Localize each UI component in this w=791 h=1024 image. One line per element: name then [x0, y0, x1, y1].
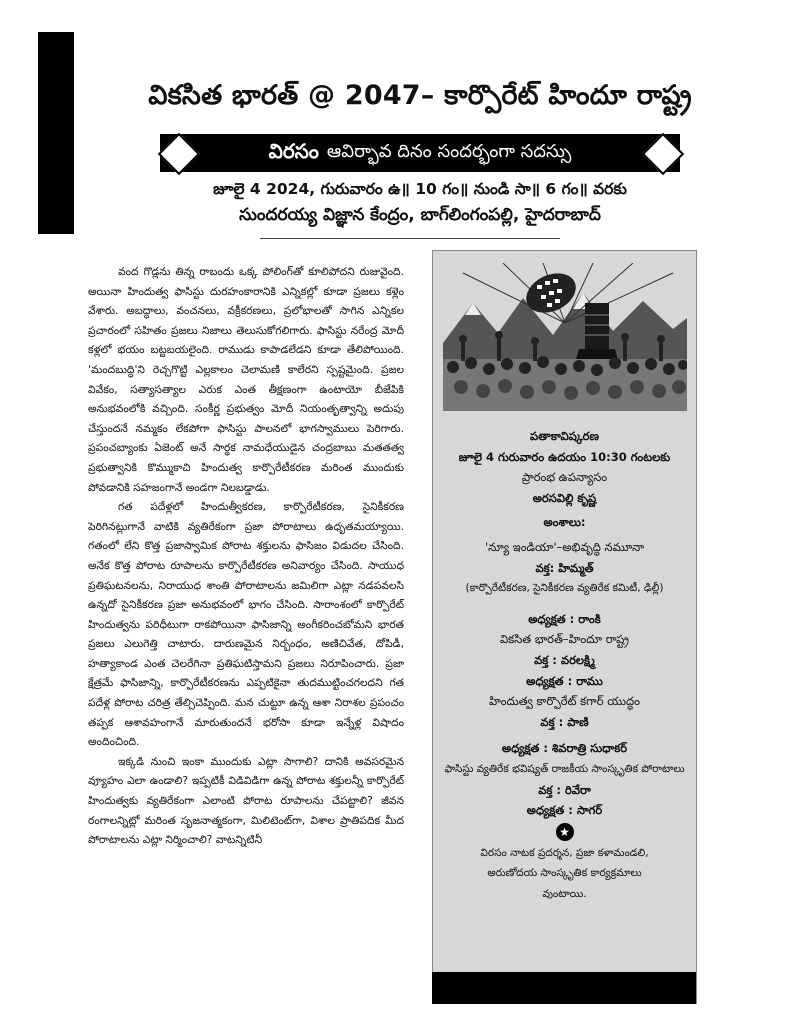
session-5-chair: అధ్యక్షత : సాగర్: [526, 803, 603, 818]
session-2-chair: అధ్యక్షత : రాంకి: [528, 611, 601, 626]
closing-note: విరసం నాటక ప్రదర్శన, ప్రజా కళామండలి, అరుణోదయ సాంస్కృతిక కార్యక్రమాలు వుంటాయి.: [480, 846, 649, 900]
article-paragraph: గత పదేళ్లలో హిందుత్వీకరణ, కార్పొరేటీకరణ, సైనికీకరణ పెరిగినట్లుగానే వాటికి వ్యతిరేకంగా ప్రజా పోరాటాలు ఉధృతమయ్యాయి. గతంలో లేని కొత్త ప్రజాస్వామిక పోరాట శక్తులను ఫాసిజం విడుదల చేసింది. అనేక కొత్త పోరాట రూపాలను కార్పొరేటీకరణ అనివార్యం చేసింది. సాయుధ ప్రతిఘటనలను, నిరాయుధ శాంతి పోరాటాలను జమిలిగా ఎట్లా నడపవలసి ఉన్నదో సైనికీకరణ ప్రజా అనుభవంలో భాగం చేసింది. సారాంశంలో కార్పొరేట్ హిందుత్వను పరిధీటుగా రాకపోయినా ఫాసిజాన్ని అంగీకరించబోమని భారత ప్రజలు ఎలుగెత్తి చాటారు. దారుణమైన నిర్బంధం, అణిచివేత, దోపిడీ, హత్యాకాండ ఎంత చెలరేగినా ప్రతిఘటిస్తామని ప్రజలు నిరూపించారు. ప్రజా క్షేత్రమే ఫాసిజాన్ని, కార్పొరేటీకరణను ఎప్పటికైనా తుదముట్టించగలదని గత పదేళ్ల పోరాట చరిత్ర తేల్చిచెప్పింది. మన చుట్టూ ఉన్న ఆశా నిరాశల ప్రపంచం తప్పక ఆశావహంగానే మారుతుందనే భరోసా కూడా ఇన్నేళ్ల విషాదం అందించింది.: [88, 500, 404, 749]
session-1-org: (కార్పొరేటీకరణ, సైనికీకరణ వ్యతిరేక కమిటీ, ఢిల్లీ): [465, 582, 664, 595]
session-3-topic: హిందుత్వ కార్పొరేట్ కగార్ యుద్ధం: [489, 694, 640, 709]
session-3-chair: అధ్యక్షత : రాము: [526, 673, 603, 688]
session-2-topic: వికసిత భారత్–హిందూ రాష్ట్ర: [499, 632, 629, 647]
banner-text: ఆవిర్భావ దినం సందర్భంగా సదస్సు: [326, 140, 572, 162]
flag-hoisting-label: పతాకావిష్కరణ: [530, 429, 599, 443]
banner-org-name: విరసం: [268, 138, 319, 163]
program-sidebar: [432, 250, 697, 1004]
event-banner: [160, 134, 680, 172]
event-date: జూలై 4 2024, గురువారం ఉ॥ 10 గం॥ నుండి సా॥ 6 గం॥ వరకు: [213, 180, 627, 198]
protest-illustration: [443, 263, 687, 411]
article-body: [88, 262, 404, 962]
session-3-speaker: వక్త : పాణి: [540, 714, 589, 729]
session-2-speaker: వక్త : వరలక్ష్మి: [534, 652, 595, 667]
opening-speech-label: ప్రారంభ ఉపన్యాసం: [521, 470, 608, 485]
page-title: వికసిత భారత్ @ 2047– కార్పొరేట్ హిందూ రాష్ట్ర: [148, 80, 692, 111]
article-paragraph: వంద గొడ్లను తిన్న రాబందు ఒక్క పోలింగ్‌తో కూలిపోదని రుజువైంది. అయినా హిందుత్వ ఫాసిస్టు దురహంకారానికి ఎన్నికల్లో కూడా ప్రజలు కళ్లెం వేశారు. అబద్ధాలు, వంచనలు, వక్రీకరణలు, ప్రలోభాలతో సాగిన ఎన్నికల ప్రచారంలో సహితం ప్రజలు నిజాలు తెలుసుకోగలిగారు. ఫాసిస్టు నరేంద్ర మోదీ కళ్లలో భయం బట్టబయలైంది. రాముడు కాపాడలేడని కూడా తేలిపోయింది. 'మందబుద్ధి'ని రెచ్చగొట్టి ఎల్లకాలం చెలామణి కాలేరని స్పష్టమైంది. ప్రజల వివేకం, సత్యాసత్యాల ఎరుక ఎంత తీక్షణంగా ఉంటాయో బీజేపికి అనుభవంలోకి వచ్చింది. సంకీర్ణ ప్రభుత్వం మోదీ నియంతృత్వాన్ని అదుపు చేస్తుందనే నమ్మకం లేకపోగా ఫాసిస్టు పాలనలో భాగస్వాములు పెరిగారు. ప్రపంచబ్యాంకు ఏజెంట్ అనే సార్థక నామధేయుడైన చంద్రబాబు మతతత్వ ప్రభుత్వానికి కొమ్ముకాచి హిందుత్వ కార్పొరేటీకరణ మరింత ముందుకు పోవడానికి సహజంగానే అండగా నిలబడ్డాడు.: [88, 265, 404, 494]
session-4-topic: ఫాసిస్టు వ్యతిరేక భవిష్యత్ రాజకీయ సాంస్కృతిక పోరాటాలు: [444, 762, 685, 775]
session-1-speaker: వక్త: హిమ్మత్: [535, 560, 594, 575]
header-divider: [260, 238, 560, 239]
article-paragraph: ఇక్కడి నుంచి ఇంకా ముందుకు ఎట్లా సాగాలి? దానికి అవసరమైన వ్యూహం ఎలా ఉండాలి? ఇప్పటికీ విడివిడిగా ఉన్న పోరాట శక్తులన్నీ కార్పొరేట్ హిందుత్వకు వ్యతిరేకంగా ఎలాంటి పోరాట రూపాలను చేపట్టాలి? జీవన రంగాలన్నిట్లో మరింత సృజనాత్మకంగా, మిలిటెంట్‌గా, విశాల ప్రాతిపదిక మీద పోరాటాలను ఎట్లా నిర్మించాలి? వాటన్నిటినీ: [88, 754, 404, 847]
left-black-bar: [38, 32, 74, 234]
session-4-chair: అధ్యక్షత : శివరాత్రి సుధాకర్: [501, 741, 628, 756]
sidebar-footer-bar: [432, 972, 696, 1004]
sessions-label: అంశాలు:: [543, 515, 586, 530]
flag-hoisting-time: జూలై 4 గురువారం ఉదయం 10:30 గంటలకు: [458, 449, 671, 464]
event-venue: సుందరయ్య విజ్ఞాన కేంద్రం, బాగ్‌లింగంపల్లి, హైదరాబాద్: [239, 205, 601, 225]
star-icon: ★: [556, 823, 574, 841]
session-1-topic: 'న్యూ ఇండియా'–అభివృద్ధి నమూనా: [484, 539, 645, 554]
opening-speaker: అరసవిల్లి కృష్ణ: [532, 490, 597, 505]
session-4-speaker: వక్త : రివేరా: [538, 782, 591, 797]
program-schedule: [433, 426, 696, 904]
